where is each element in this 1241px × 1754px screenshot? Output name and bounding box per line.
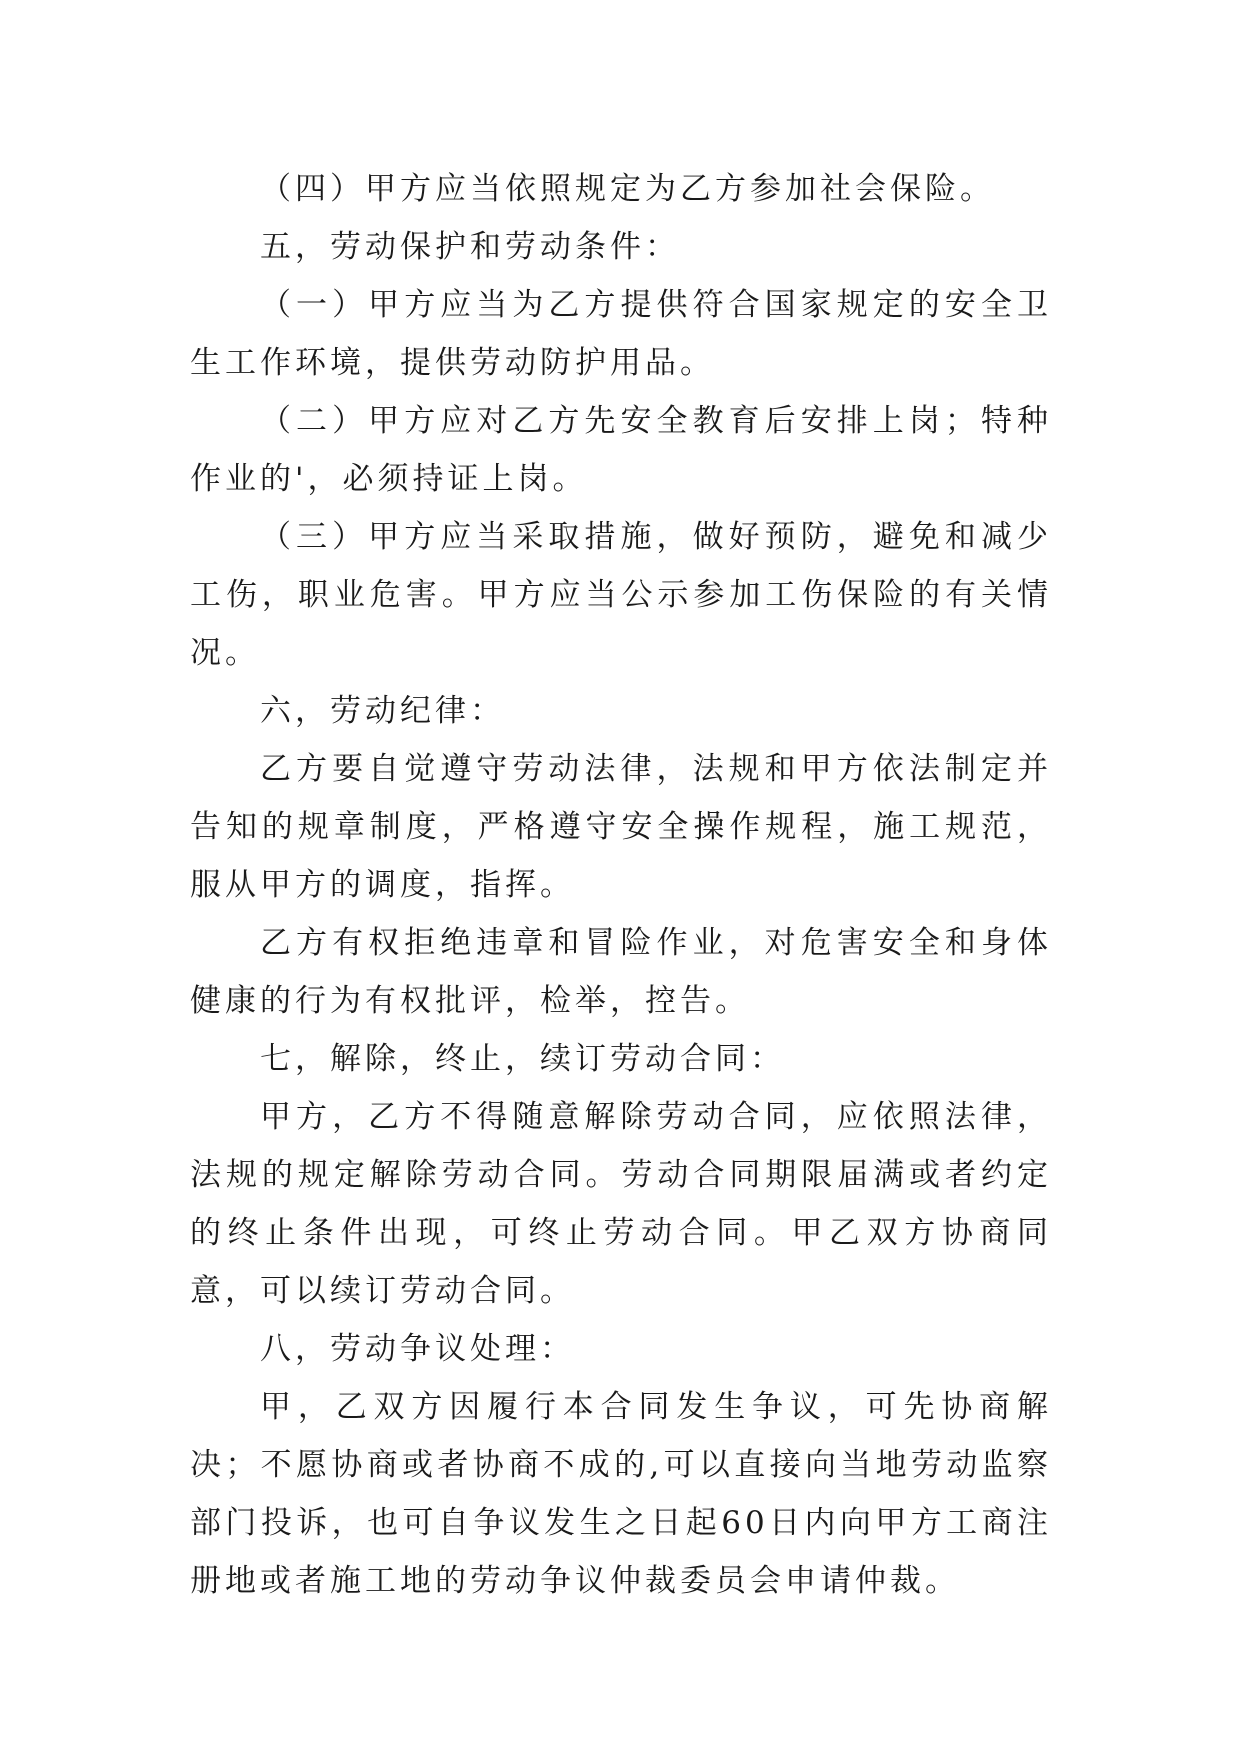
heading-labor-discipline: 六，劳动纪律： [260, 693, 505, 729]
heading-labor-protection: 五，劳动保护和劳动条件： [260, 229, 680, 265]
document-body [190, 160, 1052, 1610]
paragraph-injury-prevention: （三）甲方应当采取措施，做好预防，避免和减少工伤，职业危害。甲方应当公示参加工伤保险的有关情况。 [190, 519, 1052, 671]
paragraph-safe-environment: （一）甲方应当为乙方提供符合国家规定的安全卫生工作环境，提供劳动防护用品。 [190, 287, 1052, 381]
paragraph-termination-rules: 甲方，乙方不得随意解除劳动合同，应依照法律，法规的规定解除劳动合同。劳动合同期限届满或者约定的终止条件出现，可终止劳动合同。甲乙双方协商同意，可以续订劳动合同。 [190, 1099, 1052, 1309]
paragraph-dispute-arbitration: 甲，乙双方因履行本合同发生争议，可先协商解决；不愿协商或者协商不成的,可以直接向当地劳动监察部门投诉，也可自争议发生之日起60日内向甲方工商注册地或者施工地的劳动争议仲裁委员会申请仲裁。 [190, 1389, 1052, 1599]
heading-dispute-resolution: 八，劳动争议处理： [260, 1331, 575, 1367]
heading-contract-termination: 七，解除，终止，续订劳动合同： [260, 1041, 785, 1077]
paragraph-comply-rules: 乙方要自觉遵守劳动法律，法规和甲方依法制定并告知的规章制度，严格遵守安全操作规程，施工规范，服从甲方的调度，指挥。 [190, 751, 1052, 903]
paragraph-refuse-risky-work: 乙方有权拒绝违章和冒险作业，对危害安全和身体健康的行为有权批评，检举，控告。 [190, 925, 1052, 1019]
paragraph-safety-education: （二）甲方应对乙方先安全教育后安排上岗；特种作业的'，必须持证上岗。 [190, 403, 1052, 497]
paragraph-social-insurance: （四）甲方应当依照规定为乙方参加社会保险。 [260, 171, 995, 207]
